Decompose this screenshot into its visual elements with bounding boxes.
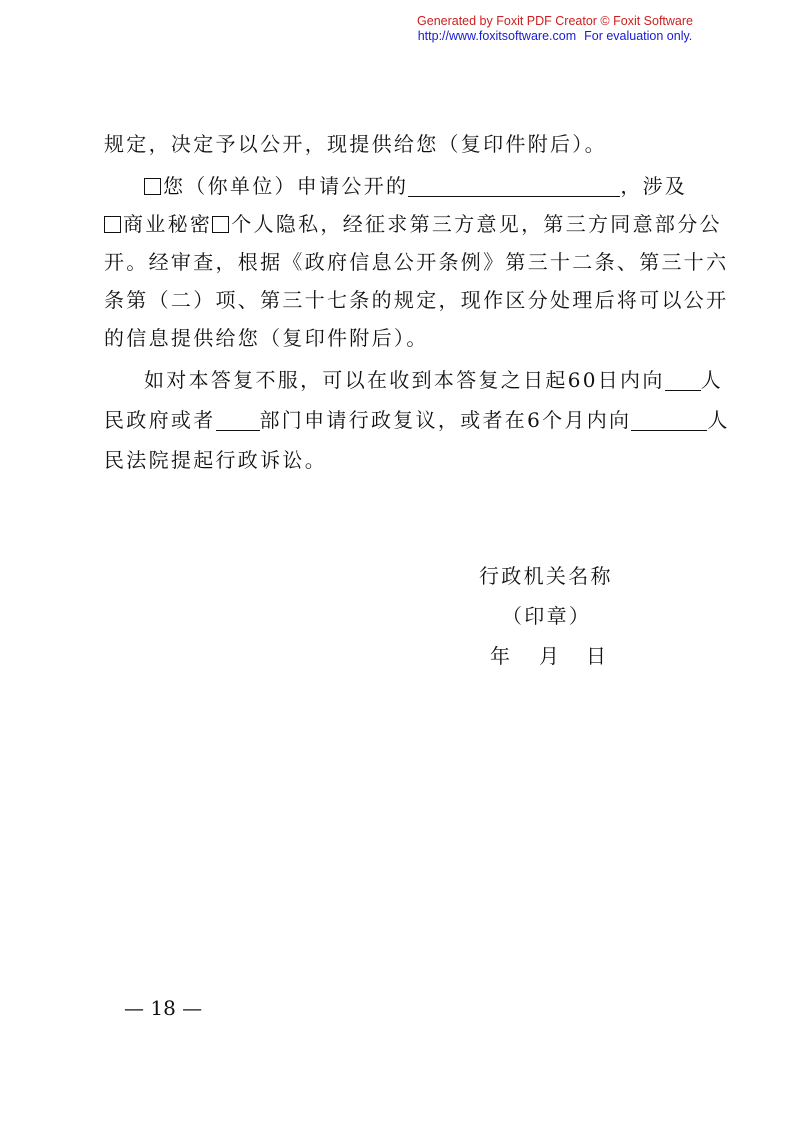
text-line: 开。经审查，根据《政府信息公开条例》第三十二条、第三十六 <box>104 250 729 274</box>
date-month-label: 月 <box>539 644 562 668</box>
watermark-eval-text: For evaluation only. <box>584 29 693 43</box>
checkbox-applicant[interactable] <box>144 178 161 195</box>
text-line <box>104 206 722 242</box>
pdf-creator-watermark <box>417 14 693 44</box>
checkbox-trade-secret[interactable] <box>104 216 121 233</box>
fill-blank-government[interactable] <box>665 370 701 391</box>
text-segment: ，涉及 <box>620 174 688 198</box>
date-day-label: 日 <box>586 644 609 668</box>
text-segment: 民政府或者 <box>104 408 216 432</box>
fill-blank-department[interactable] <box>216 410 260 431</box>
text-line: 条第（二）项、第三十七条的规定，现作区分处理后将可以公开 <box>104 288 729 312</box>
watermark-generated-text: Generated by Foxit PDF Creator © Foxit Software <box>417 14 693 28</box>
text-line: 的信息提供给您（复印件附后）。 <box>104 326 429 350</box>
date-year-label: 年 <box>490 644 513 668</box>
text-segment: 人 <box>707 408 730 432</box>
seal-label: （印章） <box>502 604 592 628</box>
text-line: 民法院提起行政诉讼。 <box>104 448 327 472</box>
watermark-second-line <box>417 29 693 44</box>
checkbox-personal-privacy[interactable] <box>212 216 229 233</box>
agency-name: 行政机关名称 <box>479 564 613 588</box>
text-segment: 部门申请行政复议，或者在6个月内向 <box>259 408 632 432</box>
text-line <box>144 362 723 398</box>
text-line: 规定，决定予以公开，现提供给您（复印件附后）。 <box>104 132 607 156</box>
text-segment: 如对本答复不服，可以在收到本答复之日起60日内向 <box>144 368 665 392</box>
page-number: — 18 — <box>124 996 203 1020</box>
text-segment: 您（你单位）申请公开的 <box>163 174 409 198</box>
watermark-url-link[interactable]: http://www.foxitsoftware.com <box>417 29 577 43</box>
text-segment: 商业秘密 <box>123 212 213 236</box>
text-segment: 人 <box>700 368 723 392</box>
fill-blank-court[interactable] <box>631 410 707 431</box>
text-line <box>144 168 692 204</box>
text-line <box>104 402 730 438</box>
fill-blank-requested-info[interactable] <box>408 176 620 197</box>
text-segment: 个人隐私，经征求第三方意见，第三方同意部分公 <box>231 212 722 236</box>
